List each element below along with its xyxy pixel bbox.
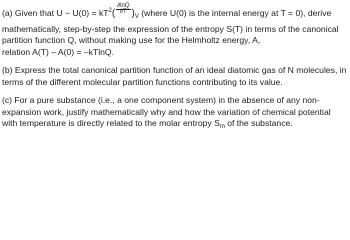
part-b-line-2: terms of the different molecular partition functions contributing to its value. (2, 76, 283, 87)
open-paren: ( (111, 8, 116, 19)
part-a-formula-start: (a) Given that U − U(0) = kT (2, 8, 109, 18)
part-c-line-1: (c) For a pure substance (i.e., a one component system) in the absence of any non- (2, 95, 320, 105)
part-a-line-3: partition function Q, without making use for the Helmholtz energy, A, (2, 35, 261, 45)
part-c-line-2: expansion work, justify mathematically why and how the variation of chemical potential (2, 106, 331, 117)
subscript-v: V (134, 14, 139, 20)
part-b-line-1: (b) Express the total canonical partition function of an ideal diatomic gas of N molecules, in (2, 65, 347, 75)
part-c-line-3-end: of the substance. (224, 118, 293, 128)
part-b-paragraph (2, 65, 348, 88)
fraction-denominator: ∂T (120, 9, 127, 15)
part-c-line-3 (2, 118, 348, 134)
part-a-line-1-end: (where U(0) is the internal energy at T = 0), derive (138, 8, 332, 18)
exponent-2: 2 (108, 8, 112, 14)
subscript-m: m (219, 124, 225, 130)
partial-derivative-fraction (116, 4, 130, 15)
part-a-paragraph (2, 4, 348, 58)
part-c-paragraph (2, 95, 348, 134)
part-a-line-1 (2, 4, 348, 24)
fraction-numerator: ∂lnQ (117, 3, 130, 9)
part-c-line-3-start: with temperature is directly related to the molar entropy S (2, 118, 220, 128)
question-document (2, 4, 348, 134)
close-paren: ) (131, 8, 135, 19)
part-a-line-4: relation A(T) – A(0) = –kTlnQ. (2, 46, 114, 57)
part-a-line-2: mathematically, step-by-step the expression of the entropy S(T) in terms of the canonical (2, 23, 339, 34)
